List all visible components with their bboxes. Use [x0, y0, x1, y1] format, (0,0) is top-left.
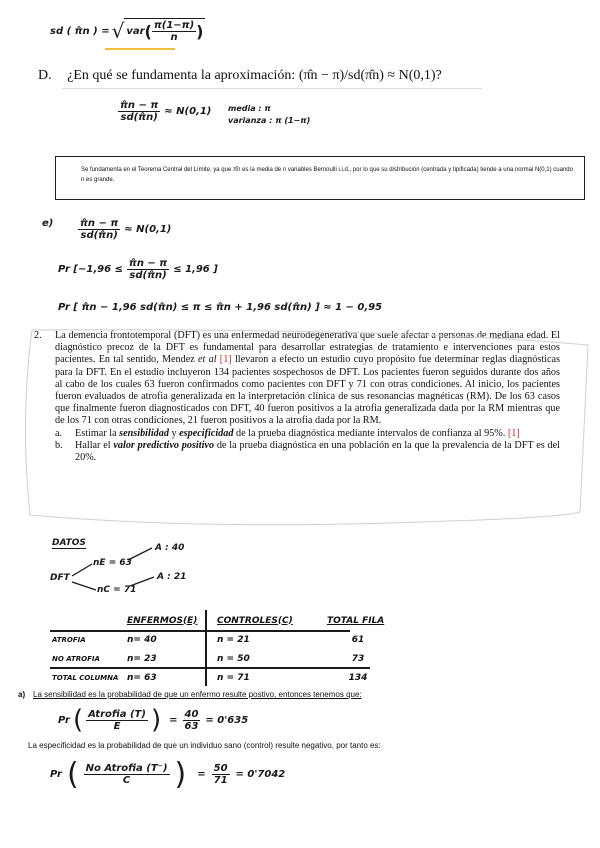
sens-value-denominator: 63 [184, 720, 199, 732]
approx-media: media : π [228, 104, 271, 113]
table-header-row [48, 611, 393, 630]
problem-2-etal: et al [198, 354, 217, 366]
table-header-cell: TOTAL FILA [327, 615, 385, 626]
table-header-cell: ENFERMOS(E) [127, 615, 198, 626]
spec-denominator: C [122, 775, 131, 786]
table-row [48, 630, 393, 649]
datos-a40: A : 40 [155, 543, 185, 553]
approx-denominator: sd(π̂n) [120, 112, 158, 123]
table-header-cell: CONTROLES(C) [217, 615, 293, 626]
item-a-sensibilidad: sensibilidad [119, 427, 169, 439]
sens-value-numerator: 40 [184, 708, 199, 720]
part-e-lhs2: Pr [−1,96 ≤ [58, 264, 123, 275]
table-rule-top [50, 630, 350, 632]
approx-varianza: varianza : π (1−π) [228, 116, 311, 125]
table-cell: NO ATROFIA [52, 654, 100, 663]
question-d-label: D. [38, 68, 52, 83]
sens-pr: Pr [58, 714, 70, 726]
datos-a21: A : 21 [157, 572, 187, 582]
item-b-text-2: de la prueba diagnóstica en una población en la que la prevalencia de la DFT es del 20%. [75, 439, 560, 464]
table-rule-vertical [205, 610, 207, 686]
item-b-vpp: valor predictivo positivo [113, 439, 215, 451]
item-a-label: a. [55, 427, 63, 439]
item-a-text-1: Estimar la [75, 427, 120, 439]
table-cell: ATROFIA [52, 635, 86, 644]
var-numerator: π(1−π) [153, 20, 195, 31]
sensitivity-text: La sensibilidad es la probabilidad de que un enfermo resulte postivo, entonces tenemos que: [33, 690, 362, 699]
sqrt-symbol: √ [111, 19, 125, 43]
spec-value-fraction [212, 763, 230, 786]
problem-2-number: 2. [34, 330, 42, 341]
part-e-num2: π̂n − π [128, 258, 168, 269]
item-b-text-1: Hallar el [75, 439, 114, 451]
part-e-num1: π̂n − π [80, 218, 119, 229]
table-cell: n= 23 [127, 653, 157, 664]
problem-2-text-b: llevaron a efecto un estudio cuyo propósito fue determinar reglas diagnósticas para la DFT. En el estudio incluyeron 134 pacientes sospechosos de DFT. Los pacientes fueron seguidos durante dos años al cabo de los cuales 63 fueron confirmados como pacientes con DFT y 71 con otras condiciones. Al inicio, los pacientes fueron evaluados de atrofia generalizada en la interpretación clínica de sus resonancias magnéticas (RM). De los 63 casos que finalmente fueron diagnosticados con DFT, 40 fueron positivos a la atrofia generalizada dada por la RM mientras que de los 71 con otras condiciones, 21 fueron positivos a la atrofia dada por la RM. [55, 354, 560, 427]
table-cell: n = 50 [217, 653, 250, 664]
answer-a-label: a) [18, 690, 26, 699]
datos-title: DATOS [52, 538, 86, 548]
approx-numerator: π̂n − π [120, 100, 159, 111]
sens-fraction [86, 709, 148, 732]
table-row [48, 668, 393, 687]
datos-nc: nC = 71 [97, 585, 137, 595]
specificity-formula: Pr ( $\frac{\text{No Atrofia (T⁻)}}{C}$ ) = $\frac{50}{71}$ = 0'7042 [50, 757, 286, 792]
datos-dft: DFT [50, 573, 70, 583]
var-denominator: n [170, 32, 178, 43]
table-cell: 134 [348, 672, 368, 683]
approx-rhs: ≈ N(0,1) [164, 106, 212, 117]
sens-value-fraction [183, 709, 201, 732]
table-header-cell [48, 611, 123, 630]
spec-value-denominator: 71 [213, 775, 228, 786]
part-e-den1: sd(π̂n) [80, 230, 118, 241]
item-a-especificidad: especificidad [179, 427, 234, 439]
sensitivity-formula: Pr ( $\frac{\text{Atrofia (T)}}{E}$ ) = $\frac{40}{63}$ = 0'635 [58, 705, 249, 735]
item-a-text-2: y [168, 427, 180, 439]
tcl-note-text: Se fundamenta en el Teorema Central del Límite, ya que π̂n es la media de n variables Bernoulli i.i.d., por lo que su distribución (centrada y tipificada) tiende a una normal N(0,1) cuando n es grande. [81, 167, 573, 183]
var-label: var [126, 26, 145, 37]
sd-lhs: sd ( π̂n ) = [50, 25, 110, 37]
question-d-text: ¿En qué se fundamenta la aproximación: (π̂n − π)/sd(π̂n) ≈ N(0,1)? [67, 68, 442, 83]
table-cell: TOTAL COLUMNA [52, 673, 119, 682]
spec-numerator: No Atrofia (T⁻) [85, 763, 168, 774]
problem-2-text-a: La demencia frontotemporal (DFT) es una enfermedad neurodegenerativa que suele afectar a personas de mediana edad. El diagnóstico precoz de la DFT es fundamental para desarrollar estrategias de tratamiento e intervenciones para estos pacientes. En tal sentido, Mendez [55, 330, 560, 366]
table-cell: 61 [351, 634, 365, 645]
item-b-label: b. [55, 439, 63, 451]
part-e-line3: Pr [ π̂n − 1,96 sd(π̂n) ≤ π ≤ π̂n + 1,96 sd(π̂n) ] ≈ 1 − 0,95 [58, 302, 383, 313]
part-e-label: e) [42, 218, 54, 229]
table-rule-bottom [50, 667, 370, 669]
specificity-text: La especificidad es la probabilidad de que un individuo sano (control) resulte negativo, por tanto es: [28, 741, 381, 750]
spec-fraction [84, 763, 170, 786]
table-cell: n = 71 [217, 672, 250, 683]
part-e-rhs2: ≤ 1,96 ] [173, 264, 218, 275]
contingency-table [48, 611, 393, 687]
sens-result: = 0'635 [205, 714, 249, 726]
sqrt-body: var ( $\frac{\pi(1-\pi)}{n}$ ) [126, 20, 204, 43]
table-cell: n= 40 [127, 634, 157, 645]
table-cell: n = 21 [217, 634, 250, 645]
item-a-ref: [1] [507, 427, 520, 439]
part-e-rhs1: ≈ N(0,1) [124, 224, 172, 235]
spec-pr: Pr [50, 769, 62, 780]
part-e-den2: sd(π̂n) [129, 270, 167, 281]
spec-result: = 0'7042 [235, 769, 286, 780]
datos-ne: nE = 63 [93, 558, 132, 568]
spec-value-numerator: 50 [213, 763, 228, 774]
item-a-text-3: de la prueba diagnóstica mediante intervalos de confianza al 95%. [233, 427, 506, 439]
sens-denominator: E [113, 720, 121, 732]
table-row [48, 649, 393, 668]
table-cell: 73 [351, 653, 365, 664]
table-cell: n= 63 [127, 672, 157, 683]
sens-numerator: Atrofia (T) [88, 708, 146, 720]
problem-2-ref: [1] [216, 354, 232, 366]
